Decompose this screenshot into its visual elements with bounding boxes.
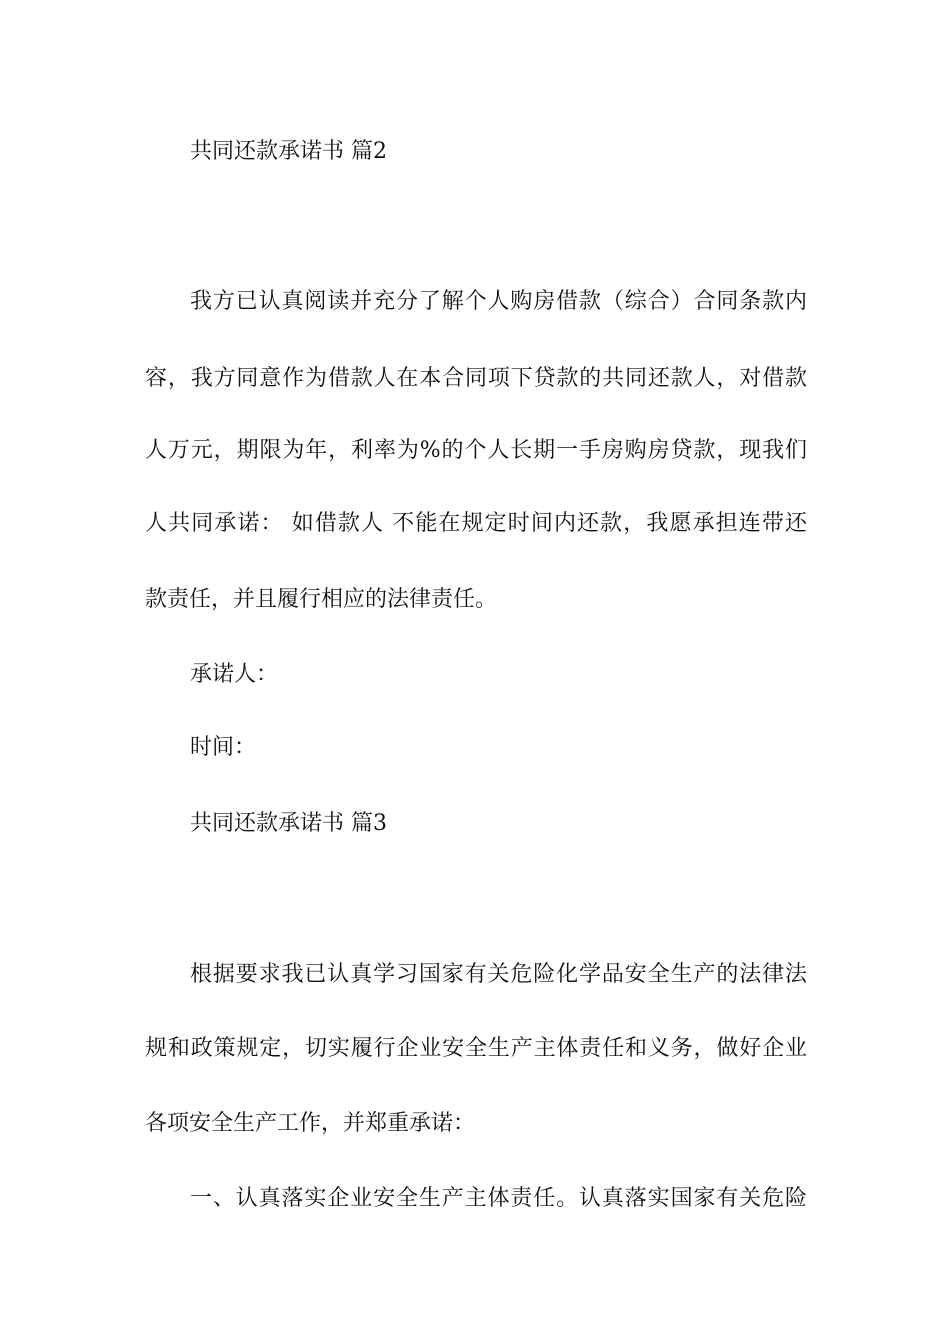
section-3-paragraph-line-3: 各项安全生产工作，并郑重承诺： <box>145 1111 476 1136</box>
section-2-paragraph-line-1: 我方已认真阅读并充分了解个人购房借款（综合）合同条款内 <box>190 289 807 314</box>
section-3-heading: 共同还款承诺书 篇3 <box>190 811 387 836</box>
section-3-paragraph-line-1: 根据要求我已认真学习国家有关危险化学品安全生产的法律法 <box>190 962 807 987</box>
time-label: 时间： <box>190 735 257 760</box>
promisor-label: 承诺人： <box>190 662 279 687</box>
section-3-paragraph-line-2: 规和政策规定，切实履行企业安全生产主体责任和义务，做好企业 <box>145 1036 807 1061</box>
section-3-paragraph-line-4: 一、认真落实企业安全生产主体责任。认真落实国家有关危险 <box>190 1186 807 1211</box>
section-2-paragraph-line-3: 人万元，期限为年，利率为%的个人长期一手房购房贷款，现我们 <box>145 438 807 463</box>
section-2-paragraph-line-4: 人共同承诺： 如借款人 不能在规定时间内还款，我愿承担连带还 <box>145 511 807 536</box>
section-2-paragraph-line-2: 容，我方同意作为借款人在本合同项下贷款的共同还款人，对借款 <box>145 366 807 391</box>
section-2-heading: 共同还款承诺书 篇2 <box>190 139 387 164</box>
section-2-paragraph-line-5: 款责任，并且履行相应的法律责任。 <box>145 587 498 612</box>
